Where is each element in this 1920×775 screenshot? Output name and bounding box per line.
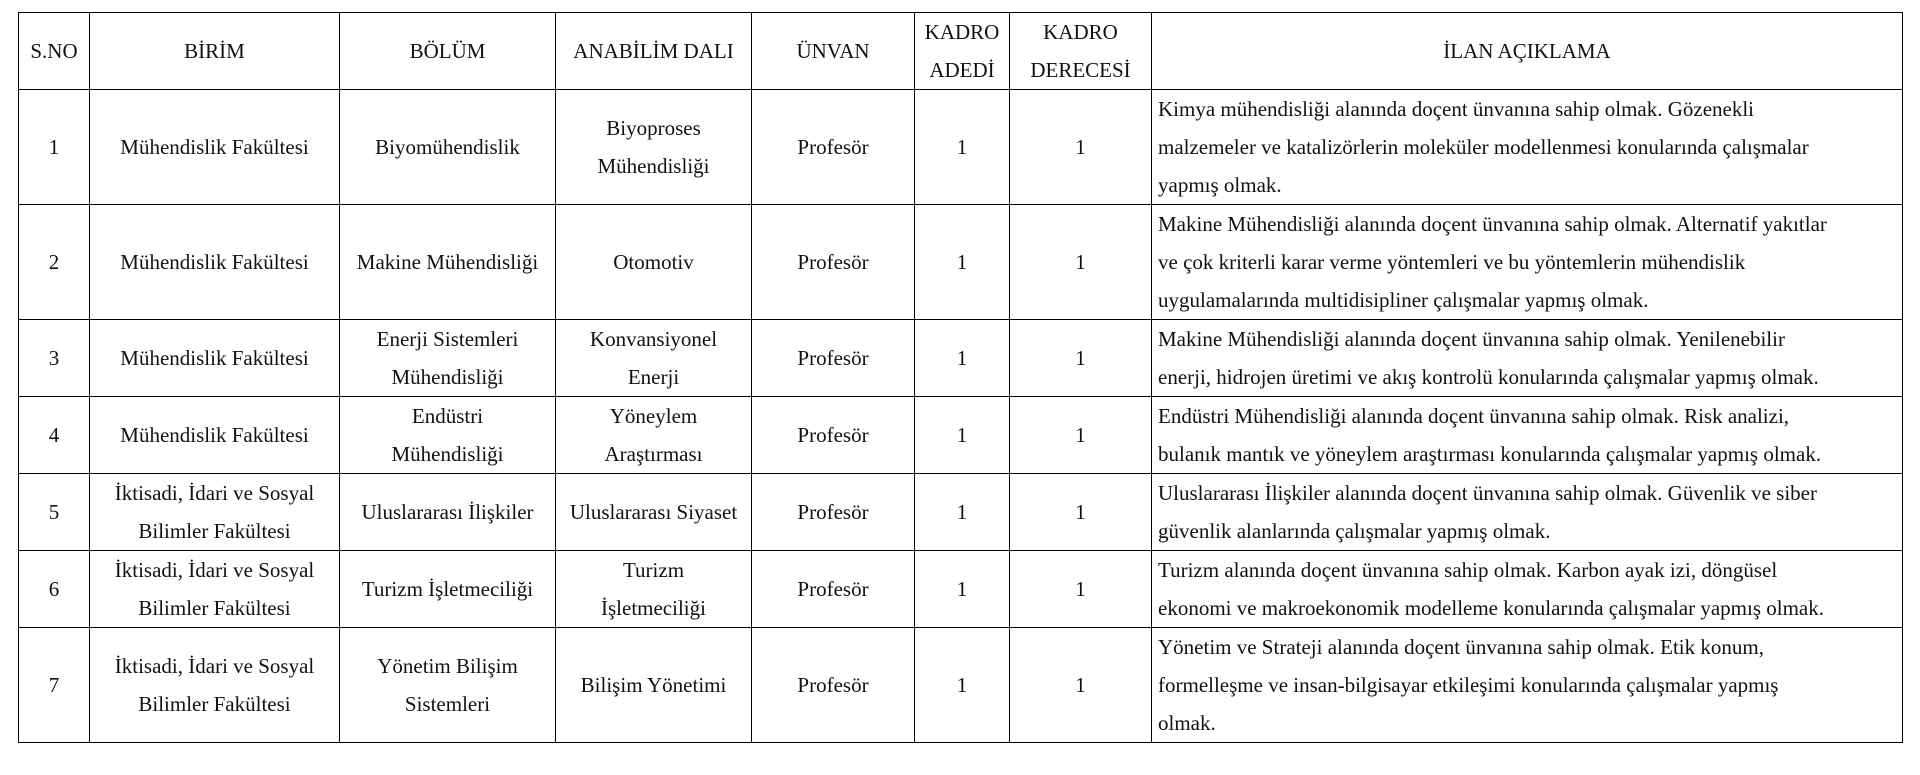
cell-unvan: Profesör: [752, 474, 915, 551]
cell-kadro-derecesi: 1: [1010, 320, 1152, 397]
cell-unvan: Profesör: [752, 397, 915, 474]
cell-kadro-derecesi: 1: [1010, 397, 1152, 474]
table-row: [19, 551, 1903, 628]
header-sno: S.NO: [19, 13, 90, 90]
cell-ilan-aciklama: Uluslararası İlişkiler alanında doçent ünvanına sahip olmak. Güvenlik ve siber güvenlik alanlarında çalışmalar yapmış olmak.: [1152, 474, 1903, 551]
header-unvan: ÜNVAN: [752, 13, 915, 90]
cell-bolum: Yönetim Bilişim Sistemleri: [340, 628, 556, 743]
header-row: [19, 13, 1903, 90]
cell-anabilim: Turizm İşletmeciliği: [556, 551, 752, 628]
cell-kadro-adedi: 1: [915, 551, 1010, 628]
header-ilan-aciklama: İLAN AÇIKLAMA: [1152, 13, 1903, 90]
cell-unvan: Profesör: [752, 205, 915, 320]
header-kadro-adedi: KADRO ADEDİ: [915, 13, 1010, 90]
cell-sno: 4: [19, 397, 90, 474]
cell-ilan-aciklama: Yönetim ve Strateji alanında doçent ünvanına sahip olmak. Etik konum, formelleşme ve insan-bilgisayar etkileşimi konularında çalışmalar yapmış olmak.: [1152, 628, 1903, 743]
cell-kadro-adedi: 1: [915, 397, 1010, 474]
cell-kadro-adedi: 1: [915, 205, 1010, 320]
cell-bolum: Enerji Sistemleri Mühendisliği: [340, 320, 556, 397]
cell-sno: 7: [19, 628, 90, 743]
cell-ilan-aciklama: Makine Mühendisliği alanında doçent ünvanına sahip olmak. Yenilenebilir enerji, hidrojen üretimi ve akış kontrolü konularında çalışmalar yapmış olmak.: [1152, 320, 1903, 397]
table-row: [19, 474, 1903, 551]
cell-anabilim: Konvansiyonel Enerji: [556, 320, 752, 397]
cell-kadro-derecesi: 1: [1010, 90, 1152, 205]
cell-birim: İktisadi, İdari ve Sosyal Bilimler Fakültesi: [90, 551, 340, 628]
cell-ilan-aciklama: Endüstri Mühendisliği alanında doçent ünvanına sahip olmak. Risk analizi, bulanık mantık ve yöneylem araştırması konularında çalışmalar yapmış olmak.: [1152, 397, 1903, 474]
cell-ilan-aciklama: Kimya mühendisliği alanında doçent ünvanına sahip olmak. Gözenekli malzemeler ve katalizörlerin moleküler modellenmesi konularında çalışmalar yapmış olmak.: [1152, 90, 1903, 205]
cell-birim: Mühendislik Fakültesi: [90, 205, 340, 320]
header-kadro-derecesi: KADRO DERECESİ: [1010, 13, 1152, 90]
position-listing-table: [18, 12, 1903, 743]
cell-birim: Mühendislik Fakültesi: [90, 90, 340, 205]
cell-sno: 6: [19, 551, 90, 628]
cell-unvan: Profesör: [752, 320, 915, 397]
cell-kadro-derecesi: 1: [1010, 205, 1152, 320]
cell-unvan: Profesör: [752, 551, 915, 628]
header-birim: BİRİM: [90, 13, 340, 90]
cell-kadro-derecesi: 1: [1010, 474, 1152, 551]
cell-anabilim: Yöneylem Araştırması: [556, 397, 752, 474]
cell-unvan: Profesör: [752, 628, 915, 743]
cell-anabilim: Bilişim Yönetimi: [556, 628, 752, 743]
cell-sno: 5: [19, 474, 90, 551]
cell-bolum: Makine Mühendisliği: [340, 205, 556, 320]
cell-birim: Mühendislik Fakültesi: [90, 397, 340, 474]
table-row: [19, 628, 1903, 743]
header-bolum: BÖLÜM: [340, 13, 556, 90]
cell-kadro-adedi: 1: [915, 90, 1010, 205]
cell-anabilim: Biyoproses Mühendisliği: [556, 90, 752, 205]
cell-anabilim: Otomotiv: [556, 205, 752, 320]
table-row: [19, 90, 1903, 205]
cell-sno: 1: [19, 90, 90, 205]
cell-birim: İktisadi, İdari ve Sosyal Bilimler Fakültesi: [90, 628, 340, 743]
cell-bolum: Biyomühendislik: [340, 90, 556, 205]
header-anabilim: ANABİLİM DALI: [556, 13, 752, 90]
cell-kadro-adedi: 1: [915, 320, 1010, 397]
table-row: [19, 205, 1903, 320]
cell-kadro-adedi: 1: [915, 474, 1010, 551]
table-body: [19, 90, 1903, 743]
cell-bolum: Endüstri Mühendisliği: [340, 397, 556, 474]
cell-ilan-aciklama: Makine Mühendisliği alanında doçent ünvanına sahip olmak. Alternatif yakıtlar ve çok kriterli karar verme yöntemleri ve bu yöntemlerin mühendislik uygulamalarında multidisipliner çalışmalar yapmış olmak.: [1152, 205, 1903, 320]
cell-sno: 2: [19, 205, 90, 320]
cell-bolum: Uluslararası İlişkiler: [340, 474, 556, 551]
cell-unvan: Profesör: [752, 90, 915, 205]
cell-sno: 3: [19, 320, 90, 397]
cell-anabilim: Uluslararası Siyaset: [556, 474, 752, 551]
cell-kadro-derecesi: 1: [1010, 551, 1152, 628]
cell-kadro-adedi: 1: [915, 628, 1010, 743]
cell-ilan-aciklama: Turizm alanında doçent ünvanına sahip olmak. Karbon ayak izi, döngüsel ekonomi ve makroekonomik modelleme konularında çalışmalar yapmış olmak.: [1152, 551, 1903, 628]
cell-kadro-derecesi: 1: [1010, 628, 1152, 743]
table-row: [19, 397, 1903, 474]
cell-birim: Mühendislik Fakültesi: [90, 320, 340, 397]
table-row: [19, 320, 1903, 397]
cell-bolum: Turizm İşletmeciliği: [340, 551, 556, 628]
cell-birim: İktisadi, İdari ve Sosyal Bilimler Fakültesi: [90, 474, 340, 551]
